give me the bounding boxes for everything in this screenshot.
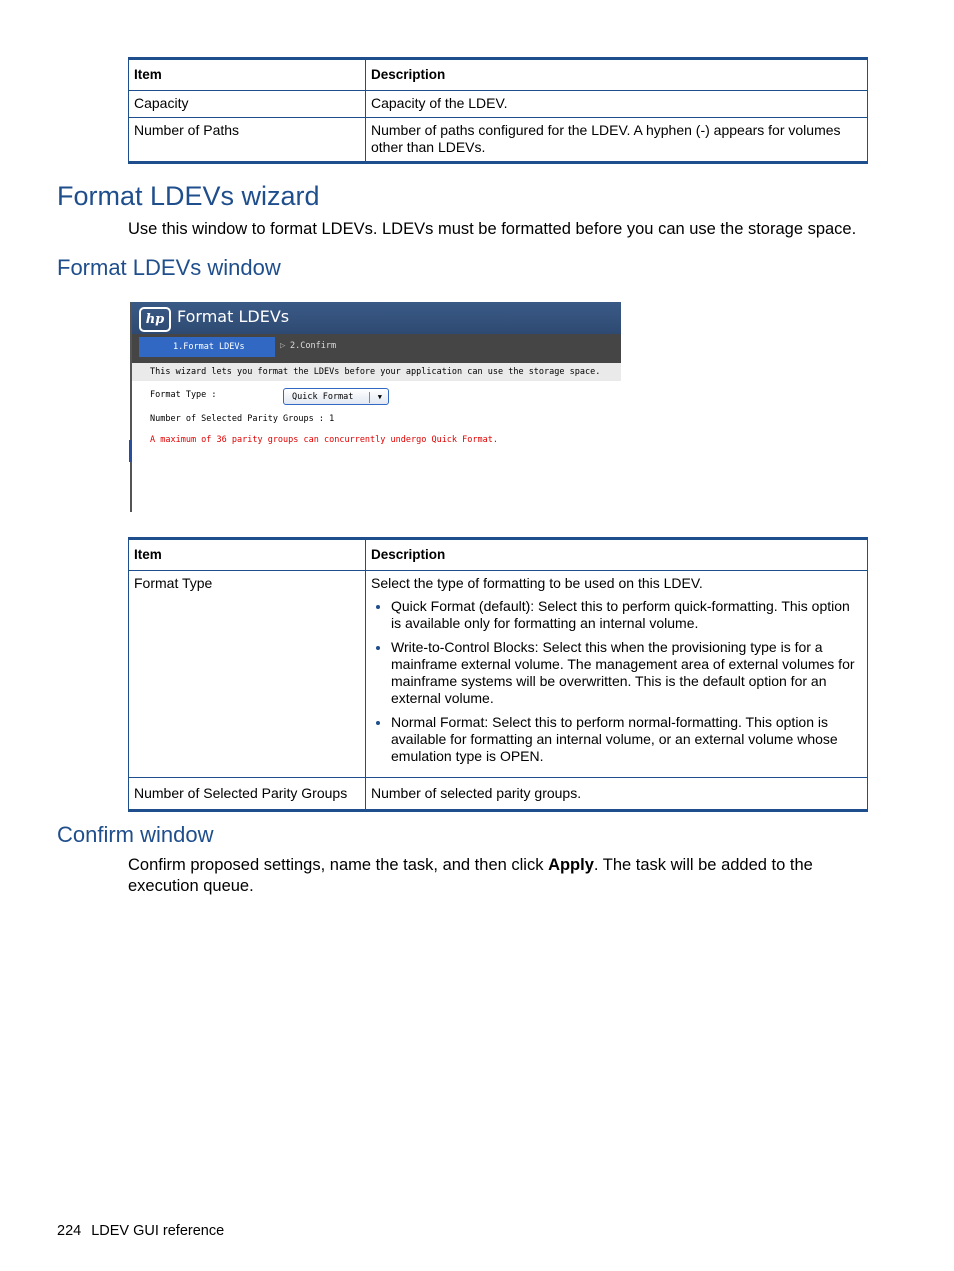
capacity-table [128,57,868,164]
list-item: • Normal Format: Select this to perform normal-formatting. This option is available for formatting an internal volume, or an external volume whose emulation type is OPEN. [391,714,862,765]
window-heading: Format LDEVs window [57,255,281,280]
format-type-description: Select the type of formatting to be used on this LDEV. [371,575,703,591]
select-divider [369,392,370,403]
wizard-intro: Use this window to format LDEVs. LDEVs must be formatted before you can use the storage space. [128,220,857,238]
column-header-description: Description [366,59,868,91]
cell-item: Format Type [129,571,366,778]
quick-format-warning: A maximum of 36 parity groups can concurrently undergo Quick Format. [150,435,498,445]
screenshot-border [130,302,132,512]
format-type-select[interactable] [283,388,389,405]
table-row [129,571,868,778]
confirm-text-end: . The task will be added to the execution queue. [128,856,813,895]
wizard-description: This wizard lets you format the LDEVs before your application can use the storage space. [132,363,621,381]
column-header-item: Item [129,59,366,91]
dialog-title: Format LDEVs [177,307,290,326]
footer-section: LDEV GUI reference [91,1223,225,1239]
parity-groups-label: Number of Selected Parity Groups : 1 [150,414,335,424]
chevron-down-icon: ▼ [377,393,382,401]
cell-description [366,571,868,778]
wizard-steps-bar [132,334,621,363]
confirm-heading: Confirm window [57,822,214,847]
format-ldevs-screenshot [130,302,621,512]
list-item: • Quick Format (default): Select this to perform quick-formatting. This option is available only for formatting an internal volume. [391,598,862,632]
page-footer [57,1223,234,1239]
wizard-heading: Format LDEVs wizard [57,181,320,211]
table-row [129,778,868,811]
format-type-bullets [371,598,862,765]
step-confirm[interactable]: 2.Confirm [290,341,337,351]
table-header-row [129,59,868,91]
table-row [129,91,868,118]
cell-item: Capacity [129,91,366,118]
screenshot-border-accent [129,440,132,462]
confirm-text-start: Confirm proposed settings, name the task, and then click [128,856,549,874]
column-header-description: Description [366,539,868,571]
cell-item: Number of Paths [129,118,366,163]
confirm-text [128,855,848,897]
apply-keyword: Apply [548,856,594,874]
format-type-value: Quick Format [292,392,354,402]
hp-logo-icon: hp [139,307,171,332]
table-header-row [129,539,868,571]
cell-description: Capacity of the LDEV. [366,91,868,118]
column-header-item: Item [129,539,366,571]
dialog-title-bar [132,302,621,334]
step-format-ldevs[interactable]: 1.Format LDEVs [139,337,275,357]
format-type-label: Format Type : [150,390,217,400]
cell-description: Number of paths configured for the LDEV. A hyphen (-) appears for volumes other than LDEVs. [366,118,868,163]
cell-item: Number of Selected Parity Groups [129,778,366,811]
table-row [129,118,868,163]
page-number: 224 [57,1223,82,1239]
list-item: • Write-to-Control Blocks: Select this when the provisioning type is for a mainframe external volume. The management area of external volumes for mainframe systems will be overwritten. This is the default option for an external volume. [391,639,862,707]
cell-description: Number of selected parity groups. [366,778,868,811]
step-arrow-icon: ▷ [280,341,286,351]
format-options-table [128,537,868,812]
